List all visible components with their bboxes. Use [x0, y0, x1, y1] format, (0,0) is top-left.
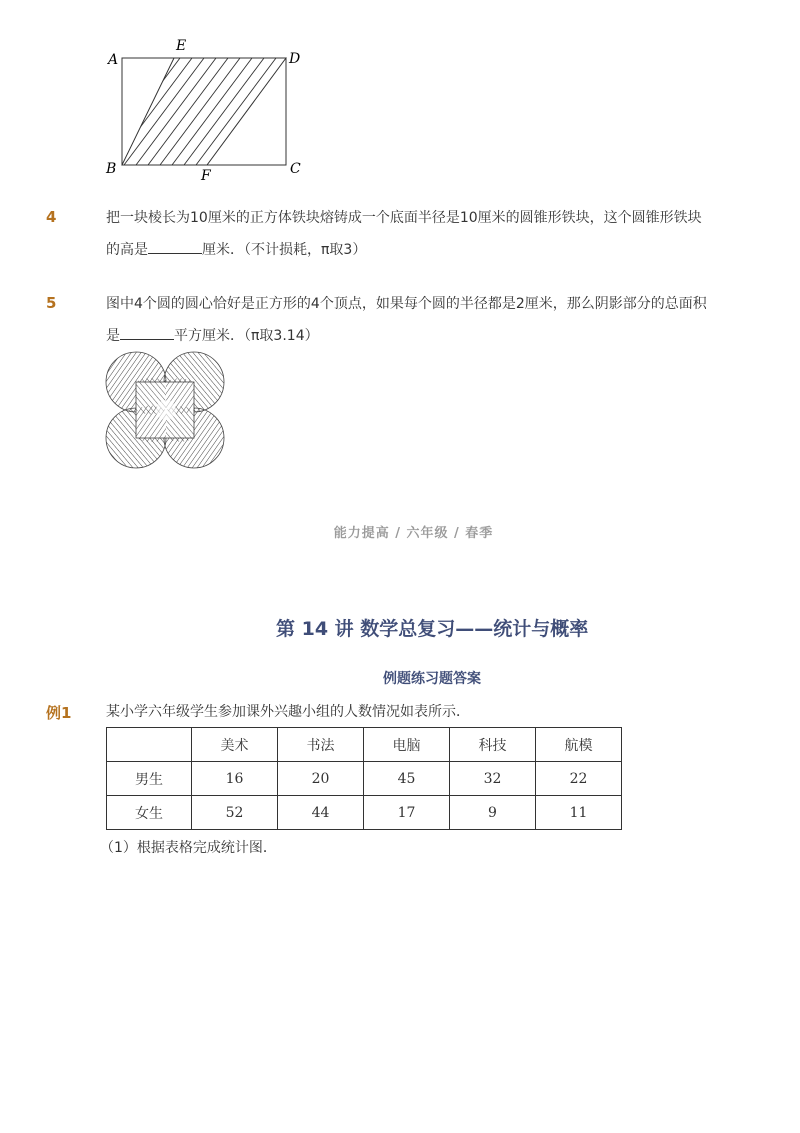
answer-blank	[148, 239, 202, 254]
table-header-row	[107, 728, 622, 762]
table-cell: 男生	[107, 762, 192, 796]
example-1-text: 某小学六年级学生参加课外兴趣小组的人数情况如表所示．	[106, 704, 470, 720]
page-footer: 能力提高 / 六年级 / 春季	[333, 526, 494, 541]
table-header-cell	[107, 728, 192, 762]
table-header-cell: 美术	[192, 728, 278, 762]
table-cell: 女生	[107, 796, 192, 830]
lecture-subtitle: 例题练习题答案	[383, 671, 481, 687]
answer-blank	[120, 325, 174, 340]
label-c: C	[290, 161, 301, 177]
lecture-title: 第 14 讲 数学总复习——统计与概率	[276, 618, 589, 640]
table-cell: 11	[536, 796, 622, 830]
question-5-number: 5	[46, 294, 57, 312]
question-4-text	[106, 202, 746, 266]
label-f: F	[201, 168, 211, 184]
table-cell: 52	[192, 796, 278, 830]
question-4-line2: 的高是 厘米．（不计损耗，π取3）	[106, 234, 746, 266]
table-cell: 45	[364, 762, 450, 796]
table-header-cell: 书法	[278, 728, 364, 762]
table-cell: 32	[450, 762, 536, 796]
label-d: D	[289, 51, 301, 67]
question-5-line1: 图中4个圆的圆心恰好是正方形的4个顶点，如果每个圆的半径都是2厘米，那么阴影部分的总面积	[106, 296, 707, 312]
question-4-line1: 把一块棱长为10厘米的正方体铁块熔铸成一个底面半径是10厘米的圆锥形铁块，这个圆锥形铁块	[106, 210, 702, 226]
label-a: A	[108, 52, 119, 68]
question-4-number: 4	[46, 208, 57, 226]
four-circles-figure	[100, 348, 230, 472]
table-header-cell: 航模	[536, 728, 622, 762]
table-row	[107, 762, 622, 796]
rectangle-parallelogram-figure	[100, 34, 310, 184]
example-1-label: 例1	[46, 704, 72, 722]
table-cell: 20	[278, 762, 364, 796]
table-cell: 44	[278, 796, 364, 830]
table-cell: 22	[536, 762, 622, 796]
example-1-subquestion-1: （1）根据表格完成统计图．	[100, 840, 277, 856]
question-5-line2: 是 平方厘米．（π取3.14）	[106, 320, 746, 352]
table-cell: 16	[192, 762, 278, 796]
label-b: B	[106, 161, 117, 177]
label-e: E	[176, 38, 187, 54]
table-row	[107, 796, 622, 830]
table-header-cell: 科技	[450, 728, 536, 762]
interest-group-table	[106, 727, 622, 830]
table-cell: 17	[364, 796, 450, 830]
table-cell: 9	[450, 796, 536, 830]
question-5-text	[106, 288, 746, 352]
table-header-cell: 电脑	[364, 728, 450, 762]
